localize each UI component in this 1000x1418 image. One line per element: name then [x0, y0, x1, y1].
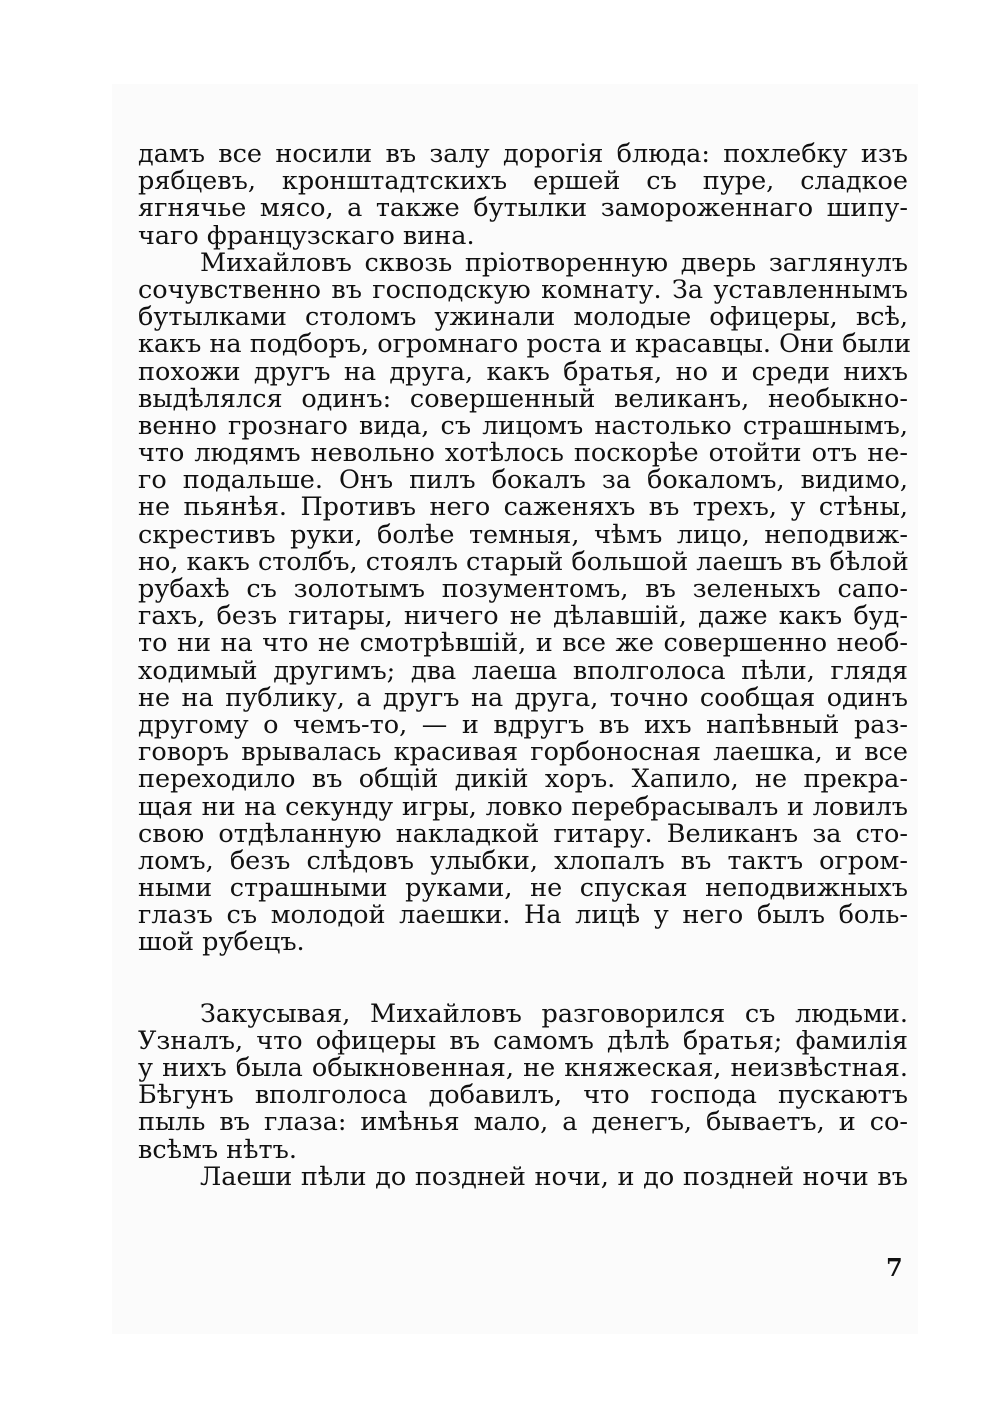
- text-line: Узналъ, что офицеры въ самомъ дѣлѣ братья; фамилiя: [138, 1025, 908, 1056]
- text-line: похожи другъ на друга, какъ братья, но и среди нихъ: [138, 356, 908, 387]
- text-line: дамъ все носили въ залу дорогiя блюда: похлебку изъ: [138, 139, 908, 169]
- text-line: шой рубецъ.: [138, 927, 305, 958]
- text-line: выдѣлялся одинъ: совершенный великанъ, необыкно-: [138, 383, 908, 414]
- text-line: рубахѣ съ золотымъ позументомъ, въ зеленыхъ сапо-: [138, 574, 908, 604]
- text-line: венно грознаго вида, съ лицомъ настолько страшнымъ,: [138, 410, 908, 441]
- text-line: какъ на подборъ, огромнаго роста и красавцы. Они были: [138, 329, 911, 360]
- text-line: глазъ съ молодой лаешки. На лицѣ у него былъ боль-: [138, 900, 908, 931]
- text-line: рябцевъ, кронштадтскихъ ершей съ пуре, сладкое: [138, 166, 908, 197]
- text-line: го подальше. Онъ пилъ бокалъ за бокаломъ, видимо,: [138, 465, 908, 496]
- text-line: переходило въ общiй дикiй хоръ. Хапило, не прекра-: [138, 764, 908, 795]
- text-line: всѣмъ нѣтъ.: [138, 1134, 297, 1165]
- text-line: но, какъ столбъ, стоялъ старый большой лаешъ въ бѣлой: [138, 546, 909, 577]
- text-line: Лаеши пѣли до поздней ночи, и до поздней ночи въ: [200, 1161, 908, 1192]
- text-line: ходимый другимъ; два лаеша вполголоса пѣли, глядя: [138, 655, 908, 686]
- text-line: гахъ, безъ гитары, ничего не дѣлавшiй, даже какъ буд-: [138, 601, 908, 632]
- text-line: ными страшными руками, не спуская неподвижныхъ: [138, 873, 908, 904]
- text-line: не пьянѣя. Противъ него саженяхъ въ трехъ, у стѣны,: [138, 492, 908, 523]
- text-line: ломъ, безъ слѣдовъ улыбки, хлопалъ въ тактъ огром-: [138, 845, 908, 876]
- text-line: Бѣгунъ вполголоса добавилъ, что господа пускаютъ: [138, 1080, 908, 1111]
- text-line: другому о чемъ-то, — и вдругъ въ ихъ напѣвный раз-: [138, 709, 908, 740]
- text-line: у нихъ была обыкновенная, не княжеская, неизвѣстная.: [138, 1053, 908, 1083]
- text-line: не на публику, а другъ на друга, точно сообщая одинъ: [138, 682, 908, 713]
- text-line: пыль въ глаза: имѣнья мало, а денегъ, бываетъ, и со-: [138, 1107, 908, 1138]
- text-line: что людямъ невольно хотѣлось поскорѣе отойти отъ не-: [138, 438, 908, 469]
- page-text: [138, 139, 911, 1192]
- text-line: сочувственно въ господскую комнату. За уставленнымъ: [138, 274, 908, 305]
- text-line: скрестивъ руки, болѣе темныя, чѣмъ лицо, неподвиж-: [138, 519, 908, 550]
- text-line: чаго французскаго вина.: [138, 220, 475, 251]
- text-line: бутылками столомъ ужинали молодые офицеры, всѣ,: [138, 302, 908, 333]
- page-number: 7: [886, 1253, 903, 1282]
- text-line: Михайловъ сквозь прiотворенную дверь заглянулъ: [200, 247, 908, 278]
- text-line: щая ни на секунду игры, ловко перебрасывалъ и ловилъ: [138, 791, 908, 822]
- paragraph-gap: [138, 957, 908, 1001]
- text-line: говоръ врывалась красивая горбоносная лаешка, и все: [138, 737, 908, 768]
- text-line: свою отдѣланную накладкой гитару. Великанъ за сто-: [138, 818, 908, 849]
- text-line: то ни на что не смотрѣвшiй, и все же совершенно необ-: [138, 628, 908, 659]
- text-line: Закусывая, Михайловъ разговорился съ людьми.: [200, 998, 908, 1029]
- text-line: ягнячье мясо, а также бутылки замороженнаго шипу-: [138, 193, 908, 224]
